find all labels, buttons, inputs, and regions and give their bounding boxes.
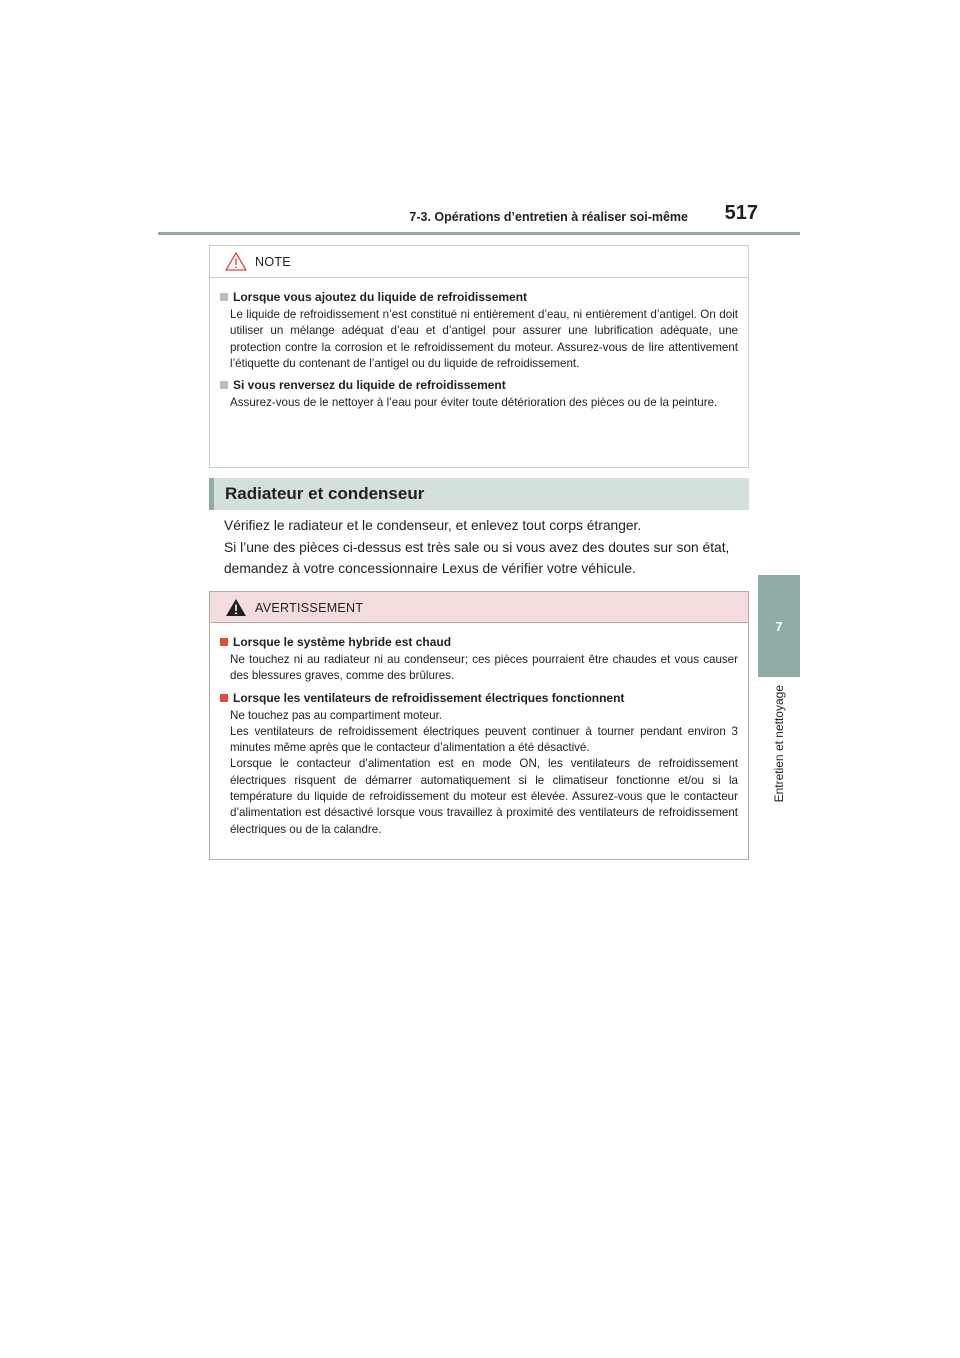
note-item-title-text: Lorsque vous ajoutez du liquide de refroidissement <box>233 290 528 304</box>
warning-header <box>210 592 748 623</box>
warning-item-text <box>230 652 738 685</box>
body-paragraph: Si l’une des pièces ci-dessus est très sale ou si vous avez des doutes sur son état, demandez à votre concessionnaire Lexus de vérifier votre véhicule. <box>224 539 730 576</box>
chapter-tab-number: 7 <box>758 575 800 677</box>
square-bullet-icon <box>220 694 228 702</box>
section-title: Radiateur et condenseur <box>225 484 425 503</box>
warning-item-title <box>220 635 738 649</box>
body-paragraph: Vérifiez le radiateur et le condenseur, et enlevez tout corps étranger. <box>224 518 642 533</box>
page-header <box>158 200 800 234</box>
caution-outline-icon <box>225 252 247 271</box>
note-item-title <box>220 378 738 392</box>
note-item-title-text: Si vous renversez du liquide de refroidissement <box>233 378 506 393</box>
warning-title: AVERTISSEMENT <box>255 601 364 615</box>
square-bullet-icon <box>220 381 228 389</box>
note-item-title <box>220 290 738 304</box>
note-box <box>209 245 749 468</box>
section-body <box>224 515 752 580</box>
warning-icon <box>225 598 247 617</box>
section-heading: 7-3. Opérations d’entretien à réaliser soi-même <box>409 210 688 224</box>
chapter-tab-label <box>758 685 800 945</box>
note-header <box>210 246 748 278</box>
warning-item-text <box>230 708 738 838</box>
note-item-paragraph: Assurez-vous de le nettoyer à l’eau pour éviter toute détérioration des pièces ou de la peinture. <box>230 396 718 410</box>
square-bullet-icon <box>220 293 228 301</box>
note-item-text <box>230 395 738 411</box>
header-rule <box>158 232 800 235</box>
warning-item-paragraph: Ne touchez ni au radiateur ni au condenseur; ces pièces pourraient être chaudes et vous causer des blessures graves, comme des brûlures. <box>230 653 738 683</box>
square-bullet-icon <box>220 638 228 646</box>
note-item-paragraph: Le liquide de refroidissement n’est constitué ni entièrement d’eau, ni entièrement d’antigel. On doit utiliser un mélange adéquat d’eau et d’antigel pour assurer une lubrification adéquate, une protection contre la corrosion et le refroidissement du moteur. Assurez-vous de lire attentivement l’étiquette du contenant de l’antigel ou du liquide de refroidissement. <box>230 308 738 370</box>
warning-item-paragraph: Ne touchez pas au compartiment moteur. <box>230 708 443 722</box>
warning-item-title <box>220 691 738 705</box>
chapter-tab-text: Entretien et nettoyage <box>772 685 786 803</box>
warning-box <box>209 591 749 860</box>
note-item-text <box>230 307 738 372</box>
note-title: NOTE <box>255 255 291 269</box>
warning-item-title-text: Lorsque les ventilateurs de refroidissement électriques fonctionnent <box>233 690 625 705</box>
warning-item-paragraph: Les ventilateurs de refroidissement électriques peuvent continuer à tourner pendant environ 3 minutes même après que le contacteur d’alimentation a été désactivé. <box>230 724 738 755</box>
section-heading-bar <box>209 478 749 510</box>
warning-item-paragraph: Lorsque le contacteur d’alimentation est en mode ON, les ventilateurs de refroidissement électriques risquent de démarrer automatiquement si le climatiseur fonctionne et/ou si la température du liquide de refroidissement du moteur est élevée. Assurez-vous que le contacteur d’alimentation est désactivé lorsque vous travaillez à proximité des ventilateurs de refroidissement électriques ou de la calandre. <box>230 757 738 836</box>
page-number: 517 <box>724 202 758 224</box>
warning-item-title-text: Lorsque le système hybride est chaud <box>233 635 452 649</box>
